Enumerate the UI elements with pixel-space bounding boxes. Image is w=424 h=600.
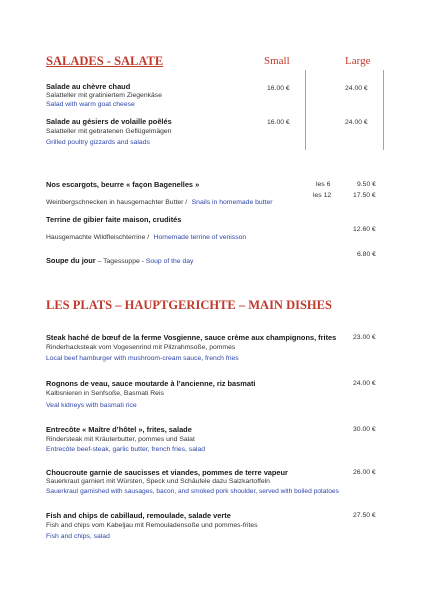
quantity-12: les 12	[313, 192, 332, 199]
quantity-6: les 6	[316, 181, 331, 188]
item-description	[46, 226, 246, 244]
item-english: Grilled poultry gizzards and salads	[46, 139, 150, 146]
item-description	[46, 191, 273, 209]
item-english: Soup of the day	[143, 258, 194, 265]
item-name: Terrine de gibier faite maison, crudités	[46, 215, 182, 224]
small-price: 16.00 €	[267, 119, 290, 126]
item-english: Sauerkraut garnished with sausages, bacon, and smoked pork shoulder, served with boiled potatoes	[46, 488, 339, 495]
item-name: Fish and chips de cabillaud, remoulade, salade verte	[46, 511, 231, 520]
item-german: Salatteller mit gratiniertem Ziegenkäse	[46, 92, 162, 99]
item-name: Soupe du jour	[46, 256, 96, 265]
item-price: 24.00 €	[353, 380, 376, 387]
item-german: Fish and chips vom Kabeljau mit Remouladensoße und pommes-frites	[46, 522, 258, 529]
item-price: 27.50 €	[353, 512, 376, 519]
item-english: Veal kidneys with basmati rice	[46, 402, 137, 409]
item-price: 26.00 €	[353, 469, 376, 476]
item-price: 6.80 €	[357, 251, 376, 258]
item-german: Rindersteak mit Kräuterbutter, pommes und Salat	[46, 436, 195, 443]
item-name: Salade au chèvre chaud	[46, 82, 131, 91]
item-german: – Tagessuppe -	[95, 258, 144, 265]
item-english: Fish and chips, salad	[46, 533, 110, 540]
item-english: Entrecôte beef-steak, garlic butter, french fries, salad	[46, 446, 206, 453]
salades-title: SALADES - SALATE	[46, 54, 164, 68]
item-name: Salade au gésiers de volaille poêlés	[46, 117, 172, 126]
plats-title: LES PLATS – HAUPTGERICHTE – MAIN DISHES	[46, 298, 332, 312]
item-german: Weinbergschnecken in hausgemachter Butter /	[46, 199, 188, 206]
item-name: Rognons de veau, sauce moutarde à l’ancienne, riz basmati	[46, 379, 256, 388]
item-german: Rinderhacksteak vom Vogesenrind mit Pilzrahmsoße, pommes	[46, 344, 236, 351]
size-large-header: Large	[345, 55, 371, 67]
item-english: Local beef hamburger with mushroom-cream sauce, french fries	[46, 355, 239, 362]
item-english: Homemade terrine of venisson	[153, 234, 247, 241]
item-price: 12.60 €	[353, 226, 376, 233]
item-german: Sauerkraut garniert mit Würsten, Speck und Schäufele dazu Salzkartoffeln	[46, 478, 270, 485]
size-small-header: Small	[264, 55, 290, 67]
item-name: Nos escargots, beurre « façon Bagenelles »	[46, 180, 200, 189]
item-german: Kalbsnieren in Senfsoße, Basmati Reis	[46, 390, 164, 397]
price-6: 9.50 €	[357, 181, 376, 188]
large-price: 24.00 €	[345, 119, 368, 126]
price-12: 17.50 €	[353, 192, 376, 199]
item-german: Salatteller mit gebratenen Geflügelmägen	[46, 128, 172, 135]
item-line	[46, 250, 193, 268]
item-english: Salad with warm goat cheese	[46, 101, 135, 108]
item-price: 30.00 €	[353, 426, 376, 433]
item-german: Hausgemachte Wildfleischterrine /	[46, 234, 150, 241]
small-price: 16.00 €	[267, 85, 290, 92]
item-name: Steak haché de bœuf de la ferme Vosgienne, sauce crème aux champignons, frites	[46, 333, 337, 342]
item-price: 23.00 €	[353, 334, 376, 341]
item-name: Choucroute garnie de saucisses et viandes, pommes de terre vapeur	[46, 468, 288, 477]
item-english: Snails in homemade butter	[191, 199, 273, 206]
column-divider-left	[305, 70, 306, 150]
item-name: Entrecôte « Maître d’hôtel », frites, salade	[46, 425, 192, 434]
large-price: 24.00 €	[345, 85, 368, 92]
column-divider-right	[383, 70, 384, 150]
